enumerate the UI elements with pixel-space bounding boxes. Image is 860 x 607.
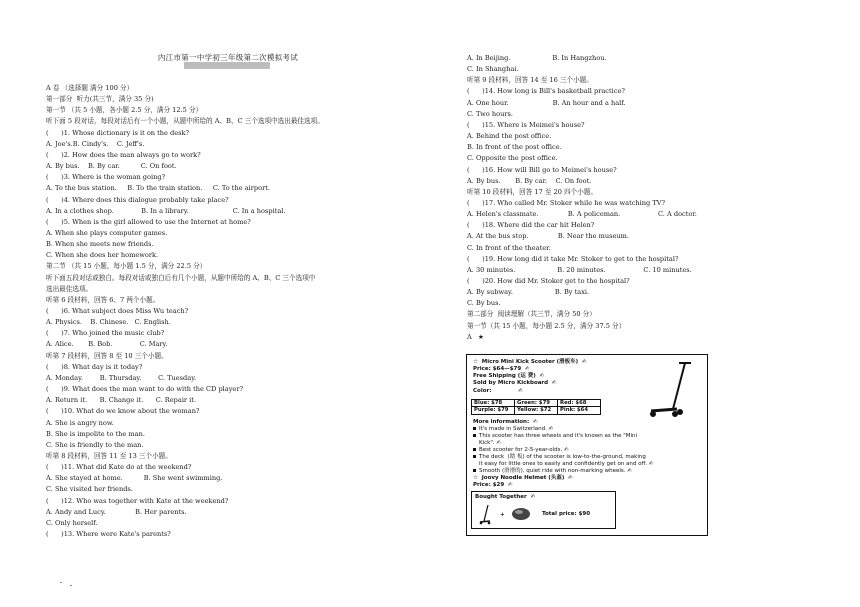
text-line: 听第 9 段材料，回答 14 至 16 三个小题。 xyxy=(467,76,593,85)
text-line: A ★ xyxy=(467,332,484,341)
text-line: 听第 10 段材料，回答 17 至 20 四个小题。 xyxy=(467,187,598,196)
ad-helmet-title: ☆ Joovy Noodle Helmet (头盔) ✍ xyxy=(473,475,573,481)
text-line: ( )2. How does the man always go to work? xyxy=(46,150,201,159)
bullet-icon xyxy=(473,448,476,451)
text-line: C. She is friendly to the man. xyxy=(46,440,144,449)
text-line: 听第 7 段材料，回答 8 至 10 三个小题。 xyxy=(46,351,168,360)
text-line: 第二部分 阅读理解（共三节，满分 50 分） xyxy=(467,310,596,319)
text-line: A. Return it. B. Change it. C. Repair it. xyxy=(46,396,197,405)
text-line: A. In Beijing. B. In Hangzhou. xyxy=(467,54,607,62)
ad-sold-by: Sold by Micro Kickboard ✍ xyxy=(473,380,557,386)
ad-bullet-continuation: Kick". ✍ xyxy=(479,440,501,446)
text-line: 听第 8 段材料，回答 11 至 13 三个小题。 xyxy=(46,451,172,460)
text-line: C. In Shanghai. xyxy=(467,65,519,74)
table-row xyxy=(472,407,601,414)
table-cell: Pink: $64 xyxy=(558,407,601,414)
text-line: A. Monday. B. Thursday. C. Tuesday. xyxy=(46,373,197,382)
text-line: A. Andy and Lucy. B. Her parents. xyxy=(46,507,187,516)
bullet-text: Best scooter for 2-5-year-olds. ✍ xyxy=(479,447,569,453)
bullet-icon xyxy=(473,469,476,472)
ad-bullet-item xyxy=(473,447,569,454)
bullet-icon xyxy=(473,434,476,437)
text-line: A. One hour. B. An hour and a half. xyxy=(467,98,626,107)
ad-helmet-price: Price: $29 ✍ xyxy=(473,482,513,488)
text-line: 第一节（共 15 小题，每小题 2.5 分，满分 37.5 分） xyxy=(467,321,626,330)
text-line: ( )17. Who called Mr. Stoker while he was watching TV? xyxy=(467,198,666,207)
table-cell: Red: $68 xyxy=(558,400,601,407)
bullet-icon xyxy=(473,427,476,430)
ad-product-title: ☆ Micro Mini Kick Scooter (滑板车) ✍ xyxy=(473,359,587,365)
text-line: A. By subway. B. By taxi. xyxy=(467,288,590,297)
text-line: ( )20. How did Mr. Stoker get to the hospital? xyxy=(467,277,630,285)
text-line: A. Behind the post office. xyxy=(467,132,552,141)
text-line: C. In front of the theater. xyxy=(467,243,551,252)
text-line: A. By bus. B. By car. C. On foot. xyxy=(46,162,177,171)
bullet-icon xyxy=(473,455,476,458)
exam-title: 内江市第一中学初三年级第二次模拟考试 xyxy=(157,53,299,62)
ad-bullet-item xyxy=(473,468,632,475)
ad-more-info-label: More information: ✍ xyxy=(473,419,538,425)
text-line: ( )10. What do we know about the woman? xyxy=(46,407,200,416)
ad-price: Price: $64—$79 ✍ xyxy=(473,366,530,372)
text-line: C. Only herself. xyxy=(46,518,98,527)
text-line: A 卷 （选择题 满分 100 分） xyxy=(46,84,134,92)
text-line: A. She stayed at home. B. She went swimming. xyxy=(46,474,223,483)
bought-together-box xyxy=(471,491,616,529)
title-underline-bar xyxy=(184,62,270,69)
text-line: C. Opposite the post office. xyxy=(467,154,558,163)
helmet-thumbnail-icon xyxy=(510,505,532,521)
text-line: 听下面五段对话或独白。每段对话或独白后有几个小题，从题中所给的 A、B、C 三个选项中 xyxy=(46,273,316,282)
text-line: ( )1. Whose dictionary is it on the desk? xyxy=(46,128,190,137)
bullet-text: It's made in Switzerland. ✍ xyxy=(479,426,554,432)
table-cell: Yellow: $72 xyxy=(515,407,558,414)
text-line: ( )8. What day is it today? xyxy=(46,362,143,371)
text-line: C. She visited her friends. xyxy=(46,485,133,494)
text-line: ( )13. Where were Kate's parents? xyxy=(46,530,171,538)
scooter-thumbnail-icon xyxy=(478,503,494,525)
scan-speck xyxy=(60,582,62,583)
text-line: C. Two hours. xyxy=(467,109,513,118)
bullet-text: Smooth (滑滑的), quiet ride with non-marking wheels. ✍ xyxy=(479,468,632,474)
text-line: A. Alice. B. Bob. C. Mary. xyxy=(46,340,168,349)
plus-sign: + xyxy=(500,512,505,518)
text-line: B. She is impolite to the man. xyxy=(46,429,145,438)
text-line: 第一部分 听力(共三节，满分 35 分) xyxy=(46,95,154,104)
text-line: 选出最佳选项。 xyxy=(46,284,93,293)
text-line: ( )3. Where is the woman going? xyxy=(46,173,166,182)
text-line: C. When she does her homework. xyxy=(46,251,159,260)
text-line: A. To the bus station. B. To the train station. C. To the airport. xyxy=(46,184,270,193)
bought-together-label: Bought Together ✍ xyxy=(475,494,536,500)
text-line: ( )7. Who joined the music club? xyxy=(46,329,165,338)
text-line: C. By bus. xyxy=(467,299,501,308)
total-price: Total price: $90 xyxy=(542,511,591,517)
ad-bullet-item xyxy=(473,454,646,461)
text-line: ( )14. How long is Bill's basketball practice? xyxy=(467,87,625,96)
table-cell: Purple: $79 xyxy=(472,407,515,414)
text-line: A. Physics. B. Chinese. C. English. xyxy=(46,318,171,327)
text-line: B. In front of the post office. xyxy=(467,143,562,152)
text-line: A. Helen's classmate. B. A policeman. C. A doctor. xyxy=(467,210,697,219)
text-line: ( )4. Where does this dialogue probably take place? xyxy=(46,195,229,204)
text-line: A. In a clothes shop. B. In a library. C. In a hospital. xyxy=(46,206,286,215)
table-row xyxy=(472,400,601,407)
text-line: ( )9. What does the man want to do with the CD player? xyxy=(46,385,244,394)
color-price-table xyxy=(471,399,601,415)
ad-bullet-item xyxy=(473,433,637,440)
text-line: ( )6. What subject does Miss Wu teach? xyxy=(46,307,189,315)
text-line: 第二节 （共 15 小题，每小题 1.5 分，满分 22.5 分） xyxy=(46,262,207,271)
scooter-picture xyxy=(645,359,701,421)
text-line: A. When she plays computer games. xyxy=(46,228,168,237)
text-line: A. By bus. B. By car. C. On foot. xyxy=(467,176,592,185)
ad-bullet-item xyxy=(473,426,553,433)
text-line: B. When she meets new friends. xyxy=(46,240,154,249)
ad-color-label: Color: ✍ xyxy=(473,388,523,394)
text-line: 听第 6 段材料，回答 6、7 两个小题。 xyxy=(46,295,160,304)
text-line: A. 30 minutes. B. 20 minutes. C. 10 minutes. xyxy=(467,265,692,274)
bullet-text: The deck (踏 板) of the scooter is low-to-the-ground, making xyxy=(479,454,646,460)
bullet-text: This scooter has three wheels and it's known as the "Mini xyxy=(479,433,638,439)
table-cell: Blue: $78 xyxy=(472,400,515,407)
table-cell: Green: $79 xyxy=(515,400,558,407)
text-line: ( )11. What did Kate do at the weekend? xyxy=(46,463,192,472)
text-line: ( )16. How will Bill go to Meimei's house? xyxy=(467,165,617,174)
text-line: ( )18. Where did the car hit Helen? xyxy=(467,221,595,230)
text-line: ( )19. How long did it take Mr. Stoker to get to the hospital? xyxy=(467,254,679,263)
ad-bullet-continuation: it easy for little ones to easily and confidently get on and off. ✍ xyxy=(479,461,654,467)
text-line: A. At the bus stop. B. Near the museum. xyxy=(467,232,630,241)
text-line: ( )15. Where is Meimei's house? xyxy=(467,120,585,129)
scan-speck xyxy=(70,585,72,586)
scooter-ad-box xyxy=(466,354,708,536)
text-line: ( )5. When is the girl allowed to use the Internet at home? xyxy=(46,217,251,226)
text-line: 第一节 （共 5 小题，各小题 2.5 分，满分 12.5 分） xyxy=(46,106,203,115)
text-line: 听下面 5 段对话，每段对话后有一个小题，从题中所给的 A、B、C 三个选项中选出最佳选项。 xyxy=(46,117,324,126)
text-line: A. Joe's.B. Cindy's. C. Jeff's. xyxy=(46,139,145,148)
text-line: A. She is angry now. xyxy=(46,418,114,427)
text-line: ( )12. Who was together with Kate at the weekend? xyxy=(46,496,229,505)
ad-shipping: Free Shipping (运 费) ✍ xyxy=(473,373,545,379)
